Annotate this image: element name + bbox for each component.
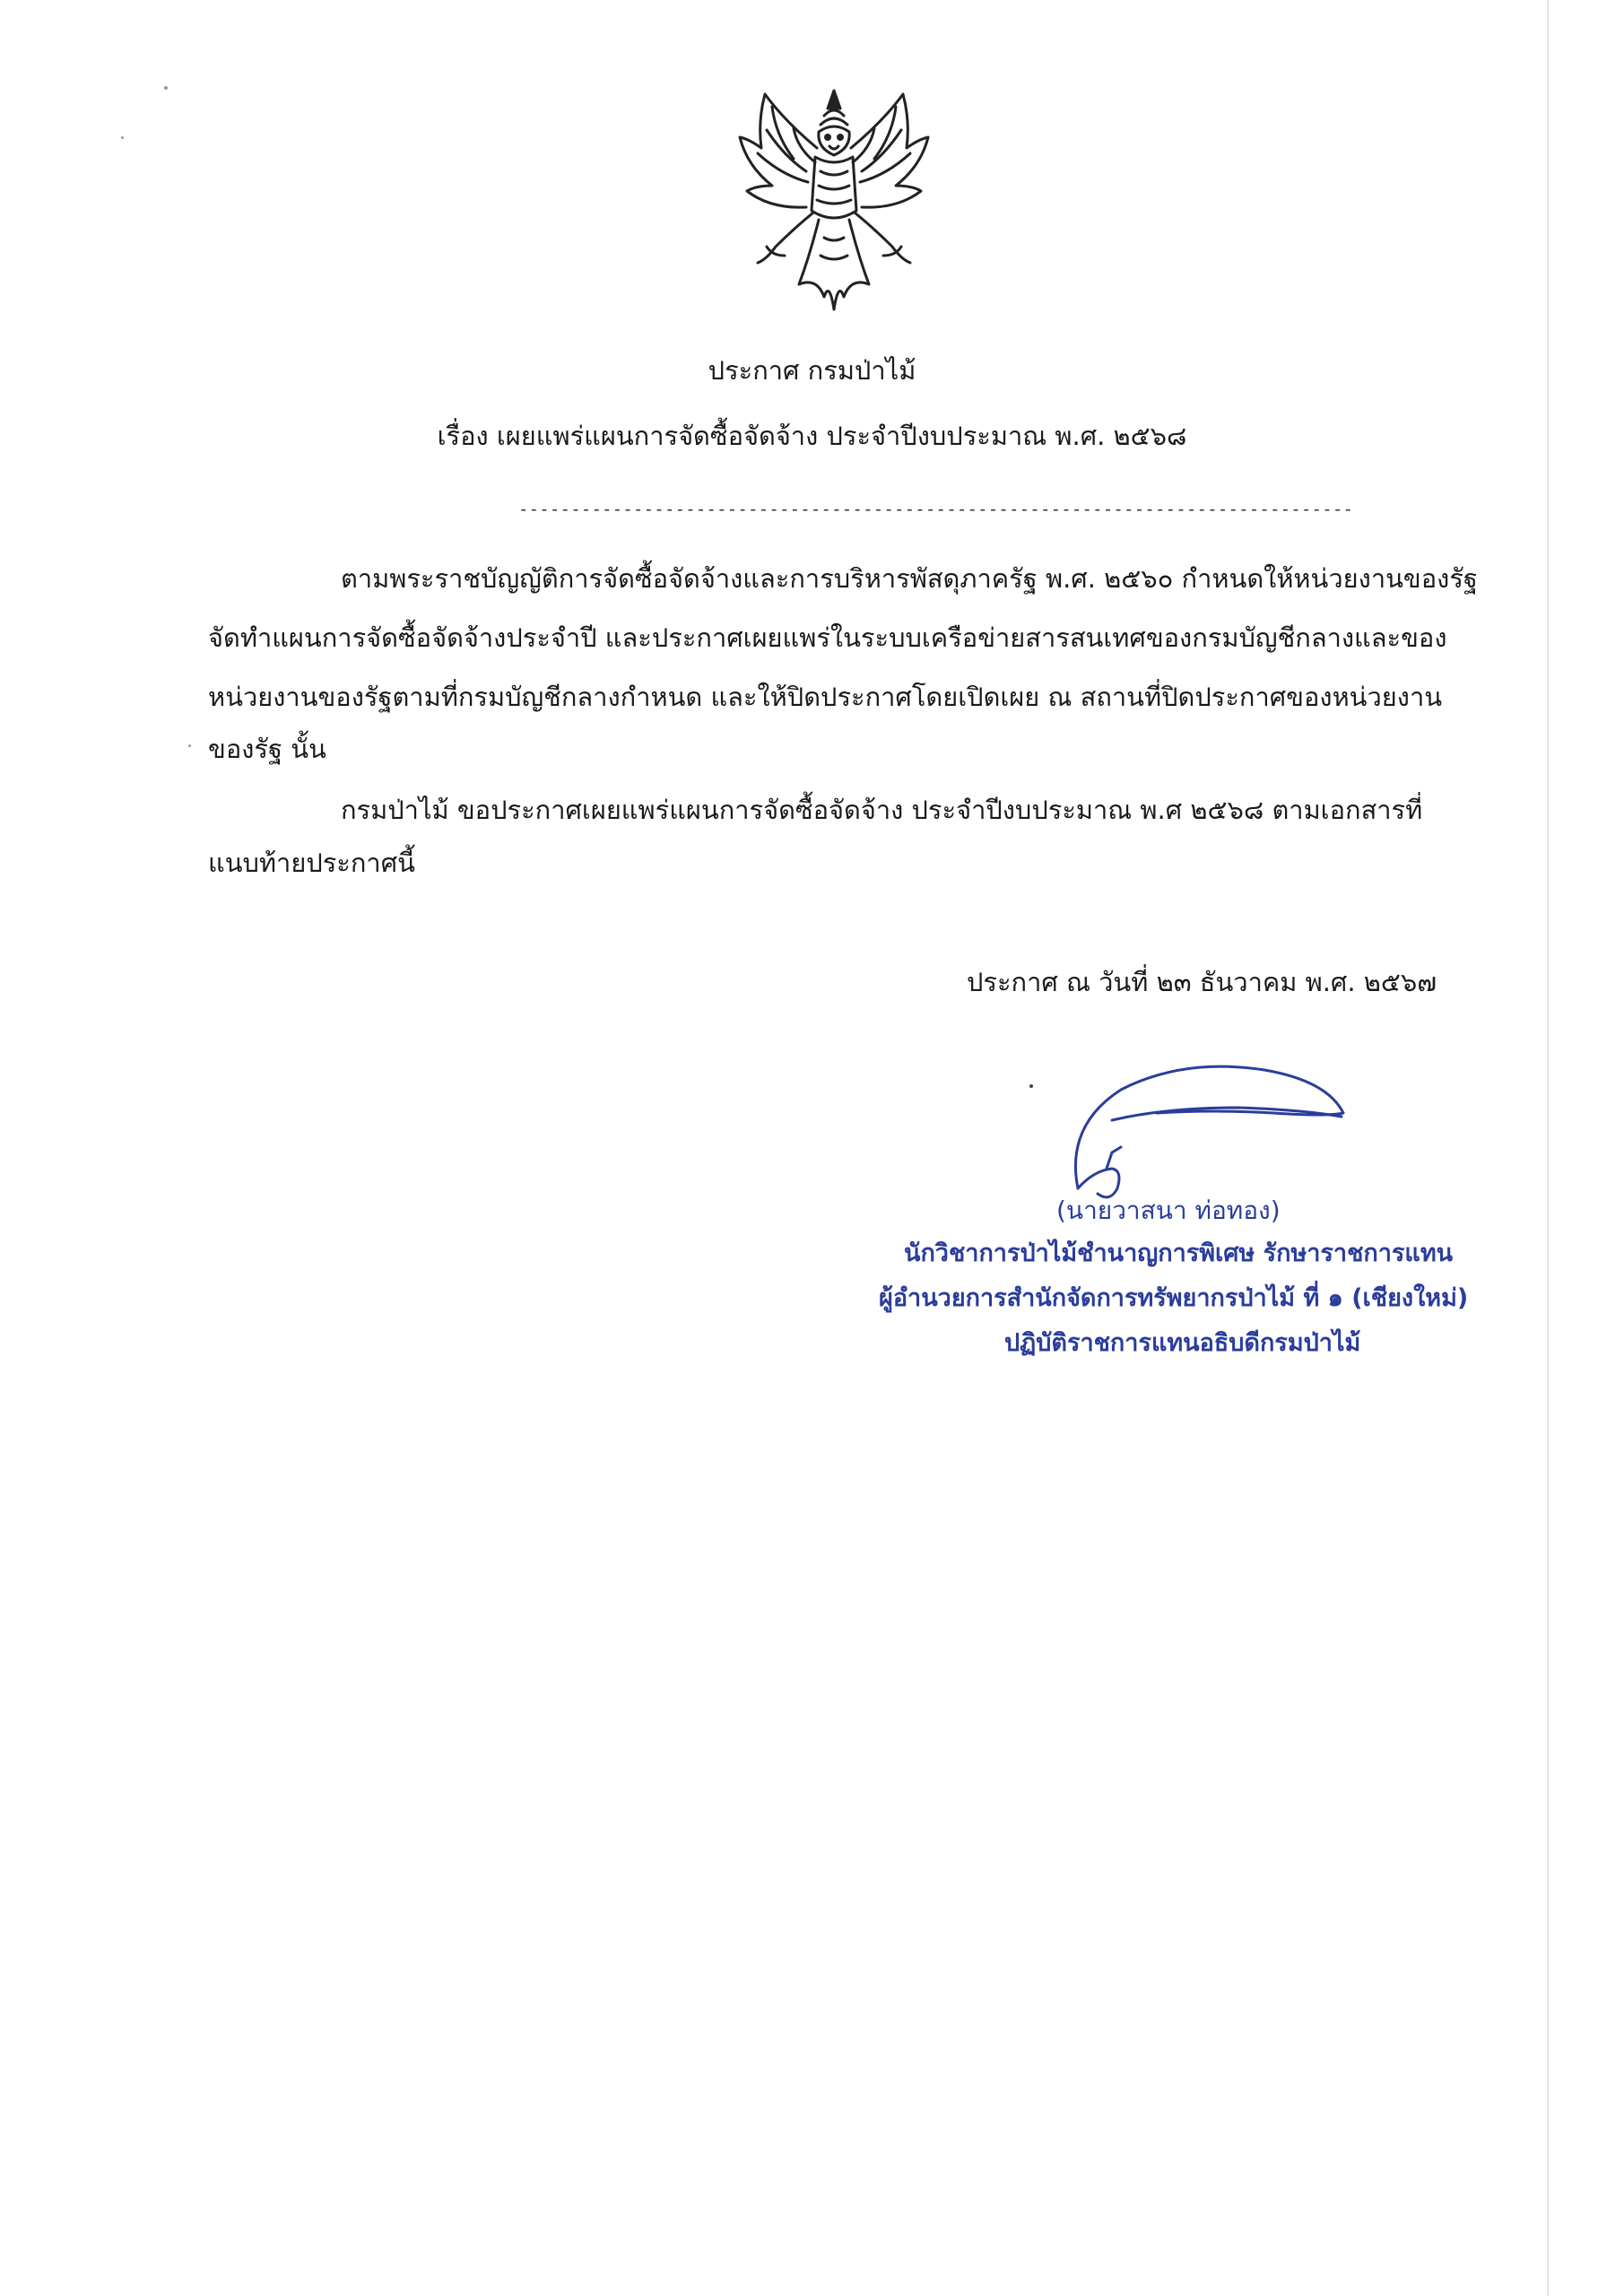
paragraph-1-line-1: ตามพระราชบัญญัติการจัดซื้อจัดจ้างและการบริหารพัสดุภาครัฐ พ.ศ. ๒๕๖๐ กำหนดให้หน่วยงานของรัฐ bbox=[341, 563, 1478, 594]
paragraph-1-line-3: หน่วยงานของรัฐตามที่กรมบัญชีกลางกำหนด และให้ปิดประกาศโดยเปิดเผย ณ สถานที่ปิดประกาศของหน่วยงาน bbox=[208, 682, 1443, 712]
scan-speck bbox=[164, 86, 168, 90]
paragraph-1-line-2: จัดทำแผนการจัดซื้อจัดจ้างประจำปี และประกาศเผยแพร่ในระบบเครือข่ายสารสนเทศของกรมบัญชีกลางและของ bbox=[208, 622, 1447, 653]
signatory-name: (นายวาสนา ท่อทอง) bbox=[1056, 1196, 1281, 1225]
signatory-title-line-1: นักวิชาการป่าไม้ชำนาญการพิเศษ รักษาราชการแทน bbox=[904, 1239, 1454, 1267]
announcement-date: ประกาศ ณ วันที่ ๒๓ ธันวาคม พ.ศ. ๒๕๖๗ bbox=[967, 967, 1437, 997]
scan-speck bbox=[188, 744, 191, 747]
announcement-title: ประกาศ กรมป่าไม้ bbox=[708, 355, 916, 386]
signatory-title-line-2: ผู้อำนวยการสำนักจัดการทรัพยากรป่าไม้ ที่ ๑ (เชียงใหม่) bbox=[879, 1284, 1469, 1312]
garuda-emblem-icon bbox=[731, 85, 937, 318]
paragraph-2-line-2: แนบท้ายประกาศนี้ bbox=[208, 848, 415, 878]
paragraph-1-line-4: ของรัฐ นั้น bbox=[208, 734, 326, 764]
paragraph-2-line-1: กรมป่าไม้ ขอประกาศเผยแพร่แผนการจัดซื้อจัดจ้าง ประจำปีงบประมาณ พ.ศ ๒๕๖๘ ตามเอกสารที่ bbox=[341, 795, 1423, 825]
announcement-subject: เรื่อง เผยแพร่แผนการจัดซื้อจัดจ้าง ประจำปีงบประมาณ พ.ศ. ๒๕๖๘ bbox=[437, 421, 1187, 451]
divider: -------------------------------------------------------------------------------- bbox=[518, 500, 1354, 519]
page-edge bbox=[1547, 0, 1549, 2296]
scan-speck bbox=[121, 136, 124, 139]
signatory-title-line-3: ปฏิบัติราชการแทนอธิบดีกรมป่าไม้ bbox=[1004, 1329, 1361, 1357]
